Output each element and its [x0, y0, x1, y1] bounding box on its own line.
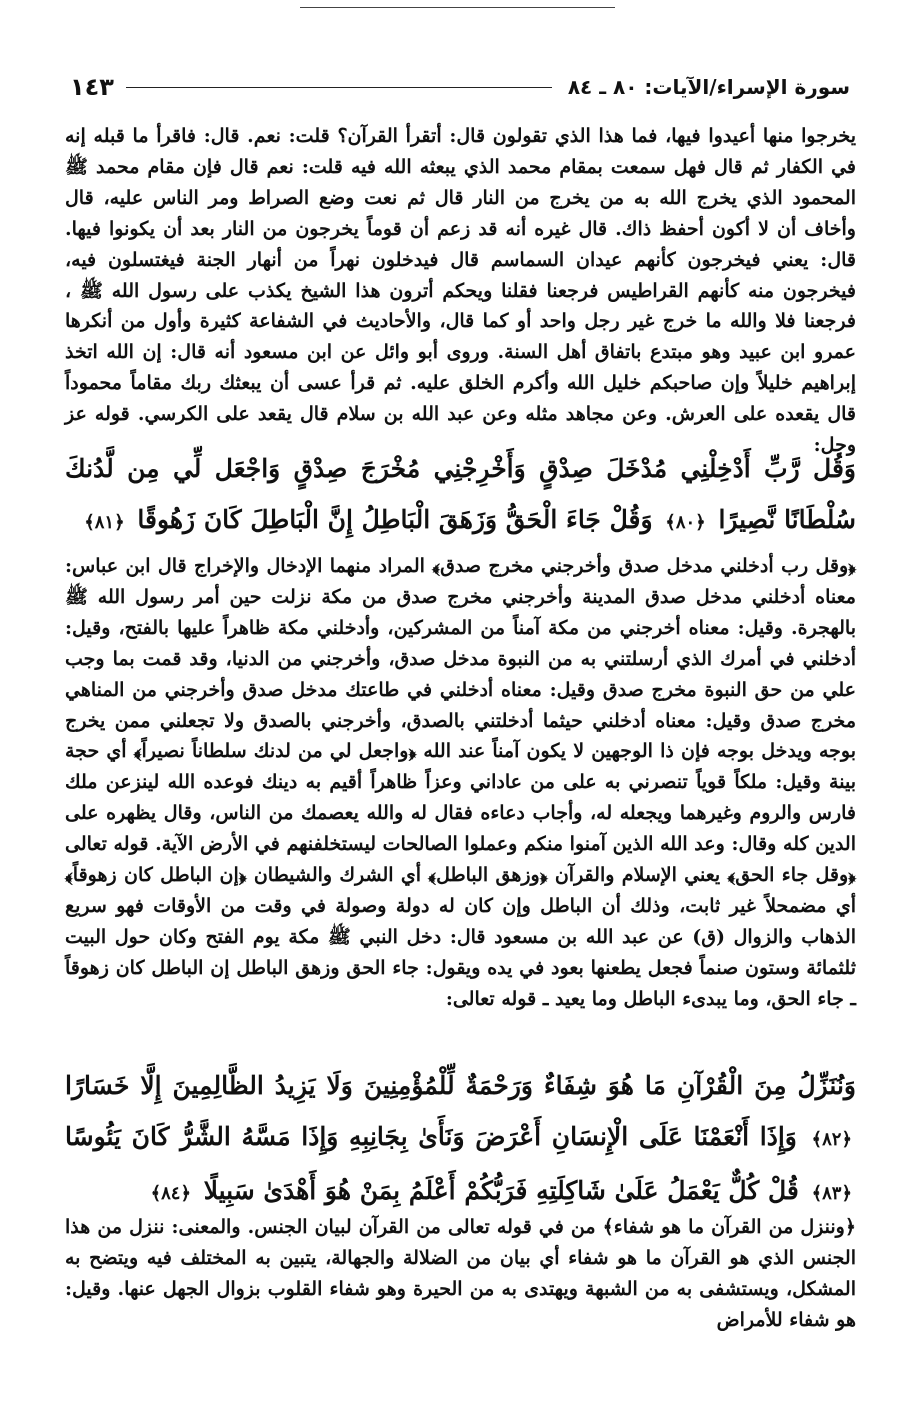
quran-verse-block-1 [65, 443, 856, 548]
verse-80-text: وَقُل رَّبِّ أَدْخِلْنِي مُدْخَلَ صِدْقٍ وَأَخْرِجْنِي مُخْرَجَ صِدْقٍ وَاجْعَل لِّي مِن لَّدُنكَ سُلْطَانًا نَّصِيرًا [65, 454, 856, 534]
ayah-marker-84: ﴿٨٤﴾ [150, 1183, 191, 1204]
running-title: سورة الإسراء/الآيات: ٨٠ ـ ٨٤ [567, 75, 850, 99]
commentary-paragraph-1 [65, 121, 856, 461]
paragraph-text: يخرجوا منها أعيدوا فيها، فما هذا الذي تقولون قال: أتقرأ القرآن؟ قلت: نعم. قال: فاقرأ ما قبله إنه في الكفار ثم قال فهل سمعت بمقام محمد الذي يبعثه الله فيه قلت: نعم قال فإن مقام محمد ﷺ المحمود الذي يخرج الله به من يخرج من النار قال ثم نعت وضع الصراط ومر الناس عليه، قال وأخاف أن لا أكون أحفظ ذاك. قال غيره أنه قد زعم أن قوماً يخرجون من النار بعد أن يكونوا فيها. قال: يعني فيخرجون كأنهم عيدان السماسم قال فيدخلون نهراً من أنهار الجنة فيغتسلون فيه، فيخرجون منه كأنهم القراطيس فرجعنا فقلنا ويحكم أترون هذا الشيخ يكذب على رسول الله ﷺ ، فرجعنا فلا والله ما خرج غير رجل واحد أو كما قال، والأحاديث في الشفاعة كثيرة وأول من أنكرها عمرو ابن عبيد وهو مبتدع باتفاق أهل السنة. وروى أبو وائل عن ابن مسعود أنه قال: إن الله اتخذ إبراهيم خليلاً وإن صاحبكم خليل الله وأكرم الخلق عليه. ثم قرأ عسى أن يبعثك ربك مقاماً محموداً قال يقعده على العرش. وعن مجاهد مثله وعن عبد الله بن سلام قال يقعد على الكرسي. قوله عز وجل: [65, 125, 856, 457]
ayah-marker-83: ﴿٨٣﴾ [811, 1183, 852, 1204]
commentary-paragraph-2 [65, 551, 856, 1015]
page-header [70, 70, 850, 104]
verse-83-text: وَإِذَا أَنْعَمْنَا عَلَى الْإِنسَانِ أَعْرَضَ وَنَأَىٰ بِجَانِبِهِ وَإِذَا مَسَّهُ الشَّرُّ كَانَ يَئُوسًا [65, 1122, 797, 1151]
paragraph-text: ﴿وننزل من القرآن ما هو شفاء﴾ من في قوله تعالى من القرآن لبيان الجنس. والمعنى: ننزل من هذا الجنس الذي هو القرآن ما هو شفاء أي بيان من الضلالة والجهالة، يتبين به المختلف فيه ويتضح به المشكل، ويستشفى به من الشبهة ويهتدى به من الحيرة وهو شفاء القلوب بزوال الجهل عنها. وقيل: هو شفاء للأمراض [65, 1216, 856, 1331]
top-rule [300, 7, 615, 8]
header-rule [126, 87, 552, 88]
ayah-marker-81: ﴿٨١﴾ [84, 512, 125, 533]
paragraph-text: ﴿وقل رب أدخلني مدخل صدق وأخرجني مخرج صدق﴾ المراد منهما الإدخال والإخراج قال ابن عباس: معناه أدخلني مدخل صدق المدينة وأخرجني مخرج صدق من مكة نزلت حين أمر رسول الله ﷺ بالهجرة. وقيل: معناه أخرجني من مكة آمناً من المشركين، وأدخلني مكة ظاهراً عليها بالفتح، وقيل: أدخلني في أمرك الذي أرسلتني به من النبوة مدخل صدق، وأخرجني من الدنيا، وقد قمت بما وجب علي من حق النبوة مخرج صدق وقيل: معناه أدخلني في طاعتك مدخل صدق وأخرجني من المناهي مخرج صدق وقيل: معناه أدخلني حيثما أدخلتني بالصدق، وأخرجني بالصدق ولا تجعلني ممن يخرج بوجه ويدخل بوجه فإن ذا الوجهين لا يكون آمناً عند الله ﴿واجعل لي من لدنك سلطاناً نصيراً﴾ أي حجة بينة وقيل: ملكاً قوياً تنصرني به على من عاداني وعزاً ظاهراً أقيم به دينك فوعده الله لينزعن ملك فارس والروم وغيرهما ويجعله له، وأجاب دعاءه فقال له والله يعصمك من الناس، وقال يظهره على الدين كله وقال: وعد الله الذين آمنوا منكم وعملوا الصالحات ليستخلفنهم في الأرض الآية. قوله تعالى ﴿وقل جاء الحق﴾ يعني الإسلام والقرآن ﴿وزهق الباطل﴾ أي الشرك والشيطان ﴿إن الباطل كان زهوقاً﴾ أي مضمحلاً غير ثابت، وذلك أن الباطل وإن كان له دولة وصولة في وقت من الأوقات فهو سريع الذهاب والزوال (ق) عن عبد الله بن مسعود قال: دخل النبي ﷺ مكة يوم الفتح وكان حول البيت ثلثمائة وستون صنماً فجعل يطعنها بعود في يده ويقول: جاء الحق وزهق الباطل إن الباطل كان زهوقاً ـ جاء الحق، وما يبدىء الباطل وما يعيد ـ قوله تعالى: [65, 555, 856, 1010]
commentary-paragraph-3 [65, 1212, 856, 1336]
ayah-marker-80: ﴿٨٠﴾ [665, 512, 706, 533]
verse-81-text: وَقُلْ جَاءَ الْحَقُّ وَزَهَقَ الْبَاطِلُ إِنَّ الْبَاطِلَ كَانَ زَهُوقًا [137, 505, 653, 534]
ayah-marker-82: ﴿٨٢﴾ [811, 1129, 852, 1150]
verse-82-text: وَنُنَزِّلُ مِنَ الْقُرْآنِ مَا هُوَ شِفَاءٌ وَرَحْمَةٌ لِّلْمُؤْمِنِينَ وَلَا يَزِيدُ الظَّالِمِينَ إِلَّا خَسَارًا [65, 1071, 856, 1100]
page-number: ١٤٣ [70, 73, 114, 101]
verse-84-text: قُلْ كُلٌّ يَعْمَلُ عَلَىٰ شَاكِلَتِهِ فَرَبُّكُمْ أَعْلَمُ بِمَنْ هُوَ أَهْدَىٰ سَبِيلًا [203, 1176, 799, 1205]
quran-verse-block-2 [65, 1060, 856, 1219]
